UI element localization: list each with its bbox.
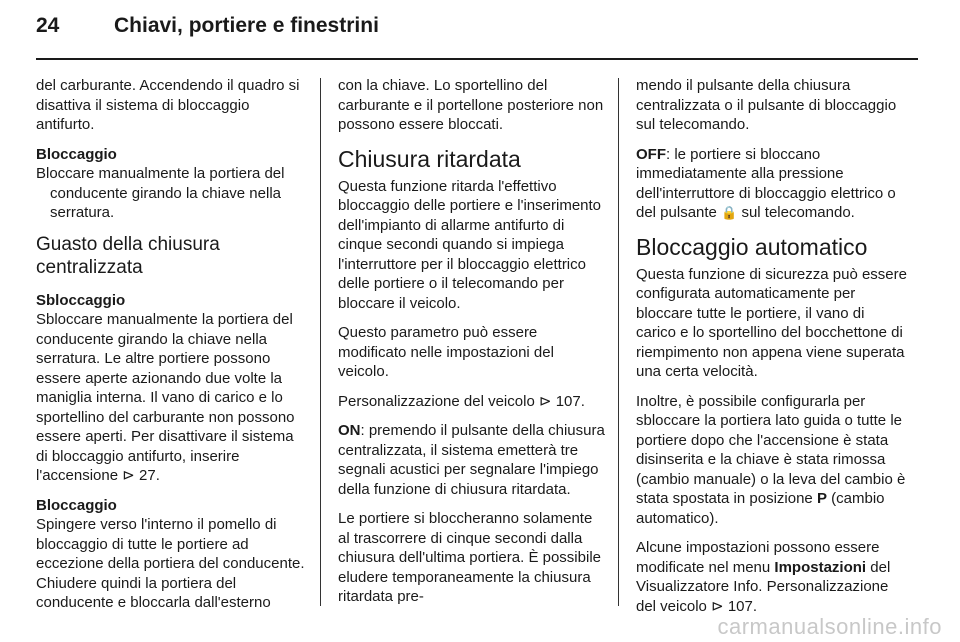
lock-button-icon: 🔒 [721,205,738,220]
subheading-sbloccaggio: Sbloccaggio [36,291,126,309]
page-ref[interactable]: 27. [139,467,160,484]
subheading-bloccaggio: Bloccaggio [36,496,117,514]
heading-chiusura-ritardata: Chiusura ritardata [338,145,521,172]
column-2 [338,76,608,617]
paragraph: Sbloccare manualmente la portiera del conducente girando la chiave nella serratura. Le altre portiere possono essere aperte azionando due volte la maniglia interna. Il vano di carico e lo sportellino del carburante non possono essere aperti. Per disattivare il sistema di bloccaggio antifurto, inserire l'accensione ⊳ 27. [36,311,295,484]
page-ref-arrow-icon: ⊳ [538,392,552,410]
page-title: Chiavi, portiere e finestrini [114,14,379,37]
option-on-label: ON [338,422,361,439]
paragraph: OFF: le portiere si bloccano immediatamente alla pressione dell'interruttore di bloccaggio elettrico o del pulsante 🔒 sul telecomando. [636,145,896,221]
column-divider-1 [320,78,321,606]
paragraph: Questo parametro può essere modificato nelle impostazioni del veicolo. [338,324,554,380]
paragraph: Inoltre, è possibile configurarla per sbloccare la portiera lato guida o tutte le portiere dopo che l'accensione è stata disinserita e la chiave è stata rimossa (cambio manuale) o la leva del cambio è stata spostata in posizione P (cambio automatico). [636,392,906,527]
paragraph: Spingere verso l'interno il pomello di bloccaggio di tutte le portiere ad eccezione della portiera del conducente. Chiudere quindi la portiera del conducente e bloccarla dall'esterno [36,516,305,611]
page-ref-arrow-icon: ⊳ [711,597,724,615]
column-1 [36,76,306,623]
paragraph: Alcune impostazioni possono essere modificate nel menu Impostazioni del Visualizzatore Info. Personalizzazione del veicolo ⊳ 107. [636,539,891,615]
page-ref-arrow-icon: ⊳ [122,467,135,484]
paragraph: Questa funzione ritarda l'effettivo bloccaggio delle portiere e l'inserimento dell'impianto di allarme antifurto di cinque secondi quando si impiega l'interruttore per il bloccaggio elettrico delle portiere o il telecomando per bloccare il veicolo. [338,177,602,312]
page-ref[interactable]: 107. [727,597,758,615]
paragraph: Questa funzione di sicurezza può essere configurata automaticamente per bloccare tutte le portiere, il vano di carico e lo sportellino del bocchettone di riempimento non appena viene superata una certa velocità. [636,265,907,380]
subheading-bloccaggio: Bloccaggio [36,145,117,163]
page-ref[interactable]: 107. [555,392,585,410]
option-off-label: OFF [636,145,666,163]
paragraph: del carburante. Accendendo il quadro si disattiva il sistema di bloccaggio antifurto. [36,77,300,133]
paragraph: ON: premendo il pulsante della chiusura centralizzata, il sistema emetterà tre segnali acustici per segnalare l'impiego della funzione di chiusura ritardata. [338,422,605,498]
heading-bloccaggio-automatico: Bloccaggio automatico [636,233,868,260]
header-rule [36,58,918,60]
paragraph: mendo il pulsante della chiusura centralizzata o il pulsante di bloccaggio sul telecomando. [636,77,897,133]
column-3 [636,76,908,626]
page-number: 24 [36,14,60,37]
heading-guasto-chiusura: Guasto della chiusura centralizzata [36,233,220,278]
watermark: carmanualsonline.info [717,614,942,639]
page-header [36,14,379,38]
paragraph: Personalizzazione del veicolo ⊳ 107. [338,392,585,410]
column-divider-2 [618,78,619,606]
paragraph: con la chiave. Lo sportellino del carburante e il portellone posteriore non possono essere bloccati. [338,77,604,133]
paragraph: Bloccare manualmente la portiera del conducente girando la chiave nella serratura. [36,165,285,221]
paragraph: Le portiere si bloccheranno solamente al trascorrere di cinque secondi dalla chiusura dell'ultima portiera. È possibile eludere temporaneamente la chiusura ritardata pre- [338,510,601,605]
